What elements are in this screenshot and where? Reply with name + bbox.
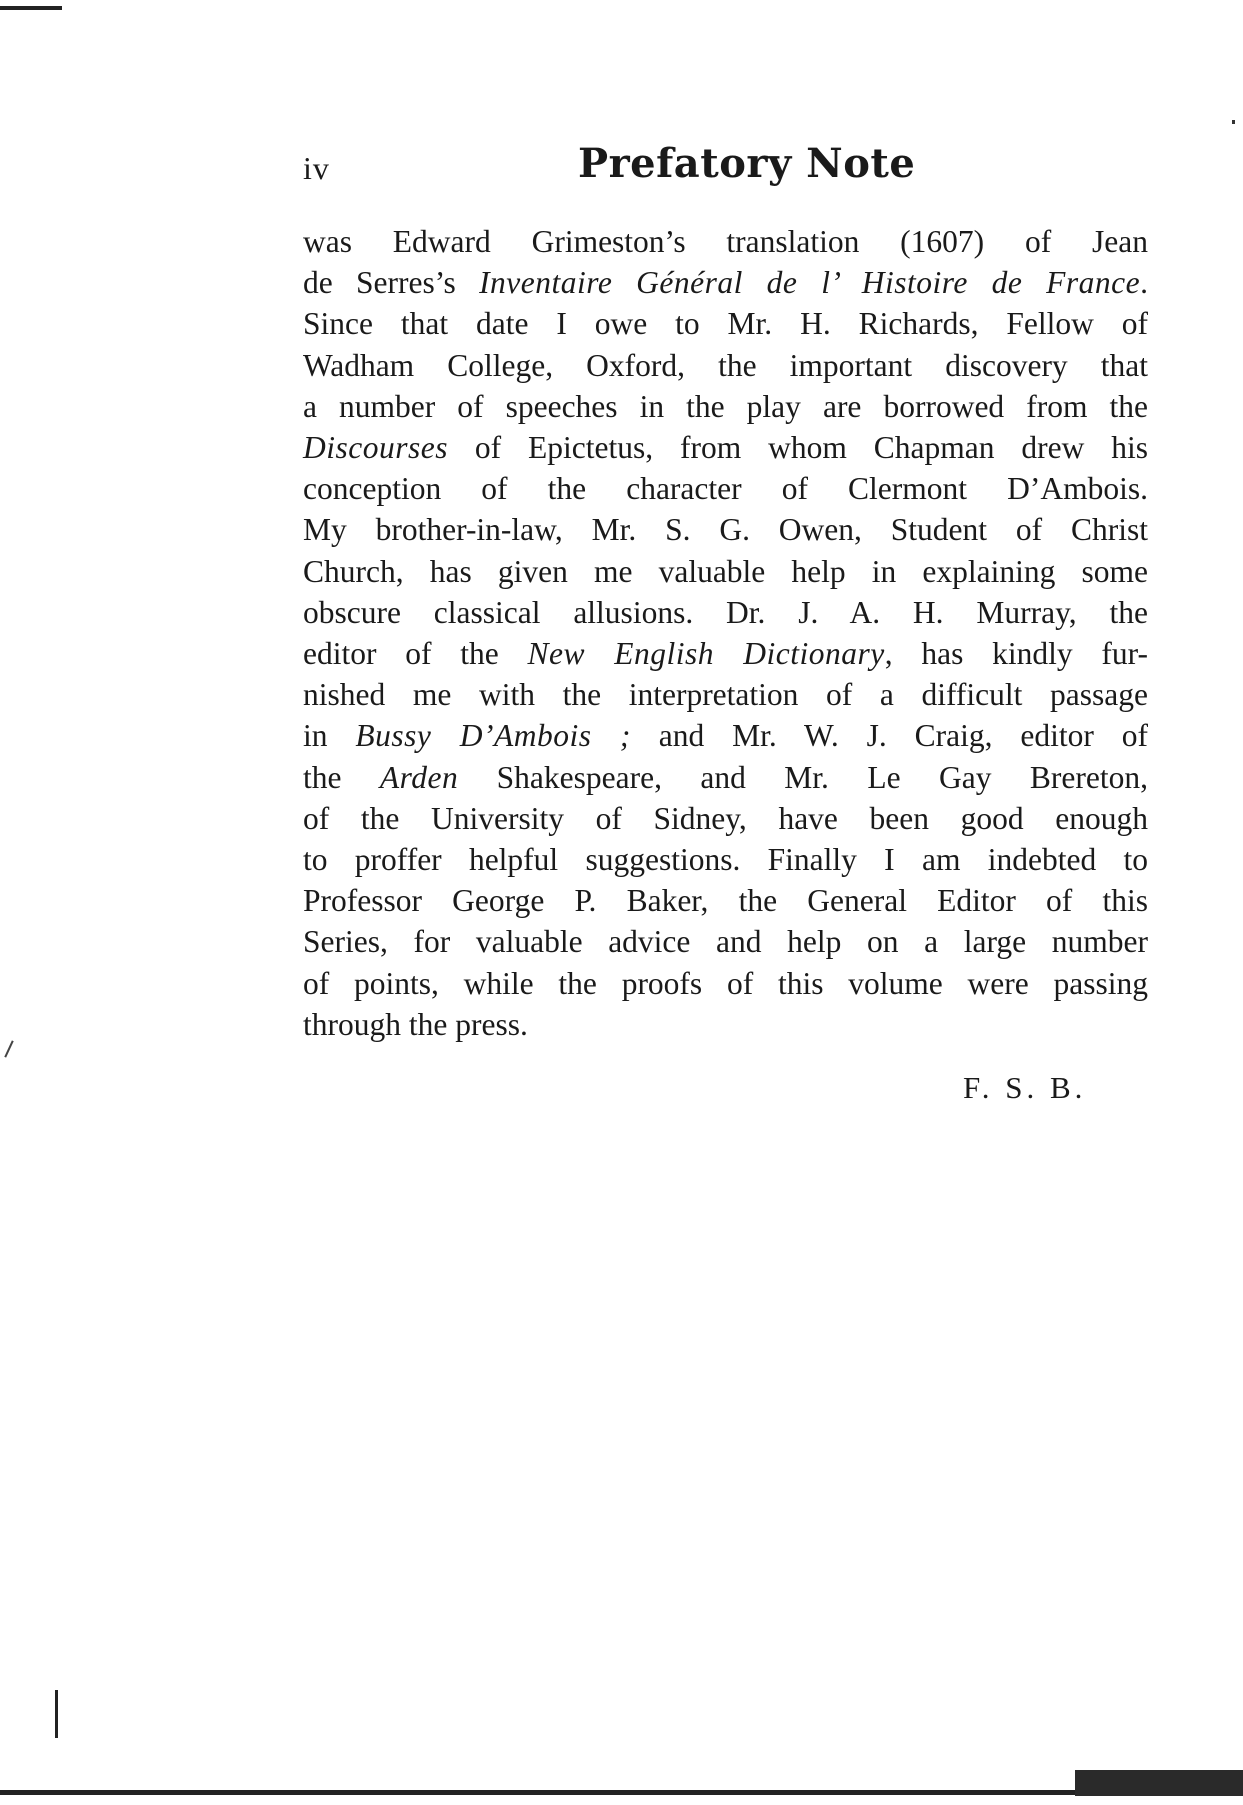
- text-line: [303, 262, 1148, 303]
- text-run: de Serres’s: [303, 265, 480, 301]
- text-run: in: [303, 718, 356, 754]
- text-run: editor of the: [303, 636, 528, 672]
- page-number: iv: [303, 150, 330, 186]
- text-run: Shakespeare, and Mr. Le Gay Brereton,: [458, 759, 1149, 795]
- text-line: was Edward Grimeston’s translation (1607) of Jean: [303, 224, 1148, 259]
- italic-title: Bussy D’Ambois ;: [355, 718, 631, 754]
- text-run: , has kindly fur-: [884, 636, 1148, 672]
- scan-artifact-tick: [4, 1040, 13, 1057]
- text-line: [303, 633, 1148, 674]
- scan-artifact-bottom-block: [1075, 1770, 1243, 1796]
- text-line: My brother-in-law, Mr. S. G. Owen, Student of Christ: [303, 512, 1148, 548]
- text-run: and Mr. W. J. Craig, editor of: [630, 718, 1149, 754]
- scan-artifact-dot: [1232, 120, 1235, 124]
- text-line: Professor George P. Baker, the General Editor of this: [303, 883, 1148, 919]
- page-header: [303, 140, 1148, 190]
- text-run: of Epictetus, from whom Chapman drew his: [448, 430, 1148, 466]
- text-line: Since that date I owe to Mr. H. Richards, Fellow of: [303, 306, 1148, 342]
- scan-artifact-bottom-edge: [0, 1790, 1243, 1795]
- text-line: [303, 715, 1148, 756]
- italic-title: Inventaire Général de l’ Histoire de France: [479, 265, 1141, 301]
- running-title: Prefatory Note: [578, 140, 916, 187]
- text-run: the: [303, 759, 380, 795]
- text-line: Series, for valuable advice and help on a large number: [303, 924, 1148, 960]
- text-line: obscure classical allusions. Dr. J. A. H. Murray, the: [303, 594, 1148, 630]
- text-line: conception of the character of Clermont D’Ambois.: [303, 471, 1148, 507]
- text-run: .: [1140, 265, 1148, 301]
- italic-title: Arden: [379, 759, 459, 795]
- text-line: Wadham College, Oxford, the important discovery that: [303, 347, 1148, 383]
- text-line: Church, has given me valuable help in explaining some: [303, 553, 1148, 589]
- italic-title: Discourses: [303, 430, 448, 466]
- text-line: nished me with the interpretation of a difficult passage: [303, 677, 1148, 713]
- text-line: a number of speeches in the play are borrowed from the: [303, 388, 1148, 424]
- text-line: [303, 757, 1148, 798]
- text-line: to proffer helpful suggestions. Finally I am indebted to: [303, 842, 1148, 878]
- text-line: of the University of Sidney, have been good enough: [303, 800, 1148, 836]
- signature-initials: F. S. B.: [963, 1070, 1087, 1105]
- scan-artifact-top: [0, 6, 62, 10]
- text-line: through the press.: [303, 1006, 528, 1042]
- italic-title: New English Dictionary: [527, 636, 885, 672]
- body-text: [303, 221, 1148, 1045]
- text-line: [303, 427, 1148, 468]
- text-line: of points, while the proofs of this volume were passing: [303, 965, 1148, 1001]
- scan-artifact-bar: [55, 1690, 58, 1738]
